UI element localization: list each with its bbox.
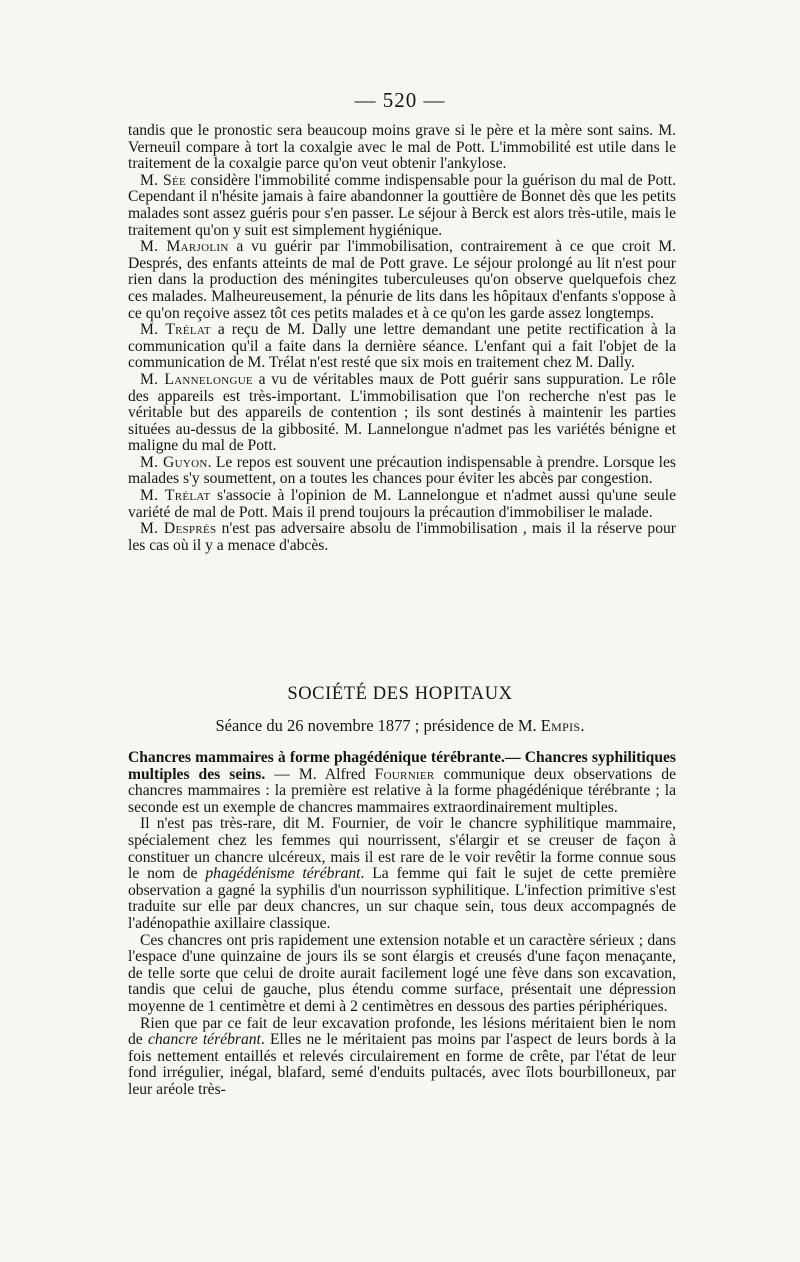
president-name: Empis <box>540 716 581 735</box>
page-number: — 520 — <box>354 88 446 112</box>
paragraph-text: n'est pas adversaire absolu de l'immobilisation , mais il la réserve pour les cas où il y a menace d'abcès. <box>128 520 676 554</box>
speaker-name: M. Trélat <box>140 487 211 505</box>
speaker-name: M. Guyon <box>140 453 208 471</box>
paragraph <box>128 372 676 455</box>
paragraph <box>128 455 676 488</box>
speaker-name: M. Lannelongue <box>140 370 253 388</box>
paragraph-text: s'associe à l'opinion de M. Lannelongue et n'admet aussi qu'une seule variété de mal de Pott. Mais il prend toujours la précaution d'immobiliser le malade. <box>128 487 676 521</box>
section-heading: SOCIÉTÉ DES HOPITAUX <box>287 684 513 704</box>
paragraph-text: . La femme qui fait le sujet de cette première observation a gagné la syphilis d'un nourrisson syphilitique. L'infection primitive s'est traduite sur elle par deux chancres, un sur chaque sein, tous deux accompagnés de l'adénopathie axillaire classique. <box>128 865 676 932</box>
paragraph-text: — M. Alfred <box>265 765 375 783</box>
article-section <box>128 750 676 1098</box>
paragraph <box>128 173 676 239</box>
session-end: . <box>580 716 585 735</box>
author-name: Fournier <box>374 765 435 783</box>
paragraph-text: . Elles ne le méritaient pas moins par l'aspect de leurs bords à la fois nettement entaillés et relevés circulairement en forme de crête, par l'état de leur fond irrégulier, inégal, blafard, semé d'enduits pultacés, avec îlots bourbilloneux, par leur aréole très- <box>128 1031 677 1098</box>
paragraph: tandis que le pronostic sera beaucoup moins grave si le père et la mère sont sains. M. Verneuil compare à tort la coxalgie avec le mal de Pott. L'immobilité est utile dans le traitement de la coxalgie parce qu'on veut obtenir l'ankylose. <box>128 122 676 173</box>
paragraph-text: a reçu de M. Dally une lettre demandant une petite rectification à la communication qu'il a faite dans la dernière séance. L'enfant qui a fait l'objet de la communication de M. Trélat n'est resté que six mois en traitement chez M. Dally. <box>128 321 676 372</box>
paragraph: Ces chancres ont pris rapidement une extension notable et un caractère sérieux ; dans l'espace d'une quinzaine de jours ils se sont élargis et creusés d'une façon menaçante, de telle sorte que celui de droite aurait facilement logé une fève dans son excavation, tandis que celui de gauche, plus étendu comme surface, présentait une dépression moyenne de 1 centimètre et demi à 2 centimètres en dessous des parties périphériques. <box>128 931 676 1015</box>
speaker-name: M. Marjolin <box>140 238 229 256</box>
emphasis-term: phagédénisme térébrant <box>205 865 361 883</box>
article-title: Chancres mammaires à forme phagédénique térébrante.— Chancres syphilitiques multiples des seins. <box>128 749 676 783</box>
paragraph-text: considère l'immobilité comme indispensable pour la guérison du mal de Pott. Cependant il n'hésite jamais à faire abandonner la gouttière de Bonnet dès que les petits malades sont assez guéris pour s'en passer. Le séjour à Berck est alors très-utile, mais le traitement qu'on y suit est simplement hygiénique. <box>128 171 676 239</box>
session-line <box>0 716 800 736</box>
paragraph-text: communique deux observations de chancres mammaires : la première est relative à la forme phagédénique térébrante ; la seconde est un exemple de chancres mammaires extraordinairement multiples. <box>128 765 676 816</box>
paragraph <box>128 239 676 322</box>
paragraph <box>128 1016 676 1099</box>
paragraph-text: Rien que par ce fait de leur excavation profonde, les lésions méritaient bien le nom de <box>128 1014 676 1049</box>
paragraph-text: a vu guérir par l'immobilisation, contrairement à ce que croit M. Després, des enfants atteints de mal de Pott grave. Le séjour prolongé au lit n'est pour rien dans la production des méningites tuberculeuses qu'on observe quelquefois chez ces malades. Malheureusement, la pénurie de lits dans les hôpitaux d'enfants s'oppose à ce qu'on reçoive assez tôt ces petits malades et à ce qu'on les garde assez longtemps. <box>128 238 676 322</box>
emphasis-term: chancre térébrant <box>147 1031 261 1049</box>
paragraph <box>128 488 676 521</box>
paragraph-text: a vu de véritables maux de Pott guérir sans suppuration. Le rôle des appareils est très-important. L'immobilisation que l'on recherche n'est pas le véritable but des appareils de contention ; ils sont destinés à maintenir les parties situées au-dessus de la gibbosité. M. Lannelongue n'admet pas les variétés bénigne et maligne du mal de Pott. <box>128 370 676 455</box>
session-text: Séance du 26 novembre 1877 ; présidence de M. <box>215 716 541 735</box>
paragraph <box>128 521 676 554</box>
paragraph-text: . Le repos est souvent une précaution indispensable à prendre. Lorsque les malades s'y soumettent, on a toutes les chances pour éviter les abcès par congestion. <box>128 453 676 488</box>
paragraph <box>128 322 676 372</box>
paragraph <box>128 750 676 816</box>
speaker-name: M. Després <box>140 520 217 538</box>
speaker-name: M. Sée <box>140 171 187 189</box>
speaker-name: M. Trélat <box>140 321 211 339</box>
paragraph-text: Il n'est pas très-rare, dit M. Fournier, de voir le chancre syphilitique mammaire, spécialement chez les femmes qui nourrissent, s'élargir et se creuser de façon à constituer un chancre ulcéreux, mais il est rare de le voir revêtir la forme connue sous le nom de <box>128 815 676 883</box>
discussion-section <box>128 123 676 554</box>
paragraph <box>128 816 676 932</box>
